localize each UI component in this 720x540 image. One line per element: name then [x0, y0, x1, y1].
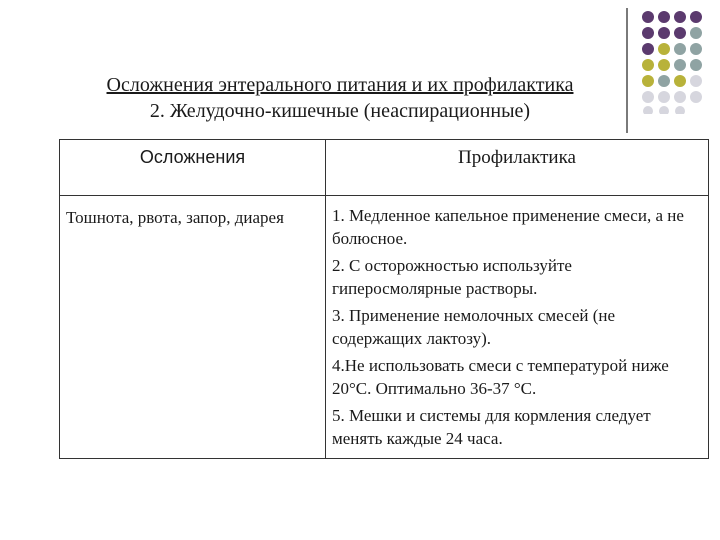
- title-line-2: 2. Желудочно-кишечные (неаспирационные): [149, 100, 531, 122]
- dot: [642, 91, 654, 103]
- dot: [674, 59, 686, 71]
- dot: [658, 11, 670, 23]
- complications-table: [59, 139, 709, 459]
- dot: [658, 27, 670, 39]
- header-prevention: Профилактика: [326, 140, 709, 196]
- dot: [642, 75, 654, 87]
- dot: [690, 11, 702, 23]
- complication-cell: Тошнота, рвота, запор, диарея: [60, 196, 326, 459]
- title-line-1: Осложнения энтерального питания и их профилактика: [106, 74, 574, 96]
- dot: [675, 106, 685, 114]
- dot: [674, 43, 686, 55]
- vertical-divider: [626, 8, 628, 133]
- prevention-item: 1. Медленное капельное применение смеси, а не болюсное.: [332, 206, 684, 248]
- table-row: [60, 196, 709, 459]
- dot: [674, 11, 686, 23]
- slide-title: [60, 72, 620, 124]
- dot: [642, 59, 654, 71]
- dot: [643, 106, 653, 114]
- header-complications: Осложнения: [60, 140, 326, 196]
- table-header-row: [60, 140, 709, 196]
- dot: [658, 59, 670, 71]
- decorative-dot-grid: [640, 10, 712, 114]
- dot: [642, 11, 654, 23]
- prevention-item: 3. Применение немолочных смесей (не содержащих лактозу).: [332, 306, 616, 348]
- dot: [674, 75, 686, 87]
- prevention-item: 5. Мешки и системы для кормления следует менять каждые 24 часа.: [332, 406, 651, 448]
- prevention-item: 2. С осторожностью используйте гиперосмолярные растворы.: [332, 256, 572, 298]
- prevention-item: 4.Не использовать смеси с температурой ниже 20°С. Оптимально 36-37 °С.: [332, 356, 669, 398]
- dot: [674, 91, 686, 103]
- prevention-cell: [326, 196, 709, 459]
- dot: [658, 91, 670, 103]
- dot: [690, 75, 702, 87]
- dot: [674, 27, 686, 39]
- dot: [690, 59, 702, 71]
- dot: [690, 91, 702, 103]
- dot: [690, 43, 702, 55]
- dot: [659, 106, 669, 114]
- dot: [642, 27, 654, 39]
- dot: [658, 75, 670, 87]
- dot: [658, 43, 670, 55]
- dot: [642, 43, 654, 55]
- dot: [690, 27, 702, 39]
